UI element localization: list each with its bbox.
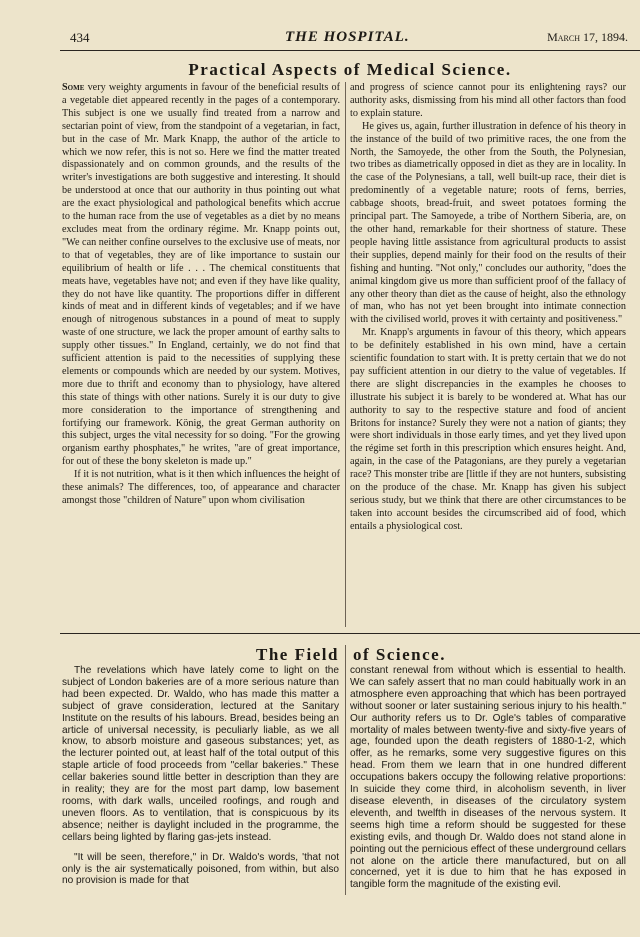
page-number: 434 xyxy=(70,30,90,45)
lead-word: Some xyxy=(62,82,85,93)
article2-title-right: of Science. xyxy=(353,645,446,664)
section-rule xyxy=(60,633,640,634)
issue-date: March 17, 1894. xyxy=(547,30,628,44)
article-title: Practical Aspects of Medical Science. xyxy=(188,60,512,79)
paragraph: "It will be seen, therefore," in Dr. Waldo's words, 'that not only is the air systematically poisoned, from within, but also no provision is made for that xyxy=(62,851,339,887)
article2-left-column xyxy=(62,665,339,887)
paragraph: He gives us, again, further illustration in defence of his theory in the instance of the build of two primitive races, the one from the North, the Samoyede, the other from the South, the Polynesian, two tribes as diametrically opposed in diet as they are in locality. In the case of the Polynesians, a tall, well built-up race, their diet is predominently of a vegetable nature; roots of ferns, berries, cabbage shoots, bread-fruit, and sweet potatoes forming the principal part. The Samoyede, a tribe of Northern Siberia, are, on the other hand, remarkable for their shortness of stature. These people having little assistance from agricultural products to assist their supplies, depend mainly for their food on the results of their fishing and hunting. "Not only," concludes our authority, "does the animal kingdom give us more than sufficient proof of the fallacy of any other theory than diet as the cause of height, also the ethnology of man, who has not yet been brought into intimate connection with the civilised world, proves it with certainty and positiveness." xyxy=(350,120,626,326)
paragraph: The revelations which have lately come to light on the subject of London bakeries are of a more serious nature than had been expected. Dr. Waldo, who has made this matter a subject of grave consideration, lectured at the Sanitary Institute on the results of his labours. Bread, besides being an article of universal necessity, is peculiarly liable, as we all know, to absorb moisture and gaseous substances; yet, as the lecturer pointed out, at least half of the total output of this staple article of food proceeds from "cellar bakeries." These cellar bakeries sound little better in description than they are in reality; they are for the most part damp, low basement rooms, with dark walls, unceiled roofings, and rough and uneven floors. As to ventilation, that is conspicuous by its absence; neither is daylight included in the programme, the cellars being lighted by flaring gas-jets instead. xyxy=(62,665,339,843)
article2-right-column xyxy=(350,665,626,891)
paragraph: Mr. Knapp's arguments in favour of this theory, which appears to be definitely established in his own mind, have a certain scientific foundation to start with. It is pretty certain that we do not pay sufficient attention in our dietry to the value of vegetables. If there are slight discrepancies in the examples he chooses to illustrate his subject it is barely to be wondered at. What has our authority to say to the respective stature and food of ancient Britons for instance? Surely they were not a nation of giants; they were short individuals in those early times, and yet they lived upon the régime set forth in this prescription which ensures height. And, again, in the case of the Patagonians, are they purely a vegetarian race? This monster tribe are [little if they are not hunters, subsisting on the produce of the chase. Mr. Knapp has given his subject serious study, but we think that there are other circumstances to be taken into account besides the circumscribed aid of food, which entails a physiological cost. xyxy=(350,327,626,532)
article1-left-column xyxy=(62,82,340,508)
paragraph: and progress of science cannot pour its enlightening rays? our authority asks, dismissing from his mind all other factors than food to explain stature. xyxy=(350,82,626,119)
header-rule xyxy=(60,50,640,51)
running-head xyxy=(70,30,640,48)
journal-title: THE HOSPITAL. xyxy=(285,29,410,45)
article1-right-column xyxy=(350,82,626,534)
paragraph: constant renewal from without which is essential to health. We can safely assert that no man could habitually work in an atmosphere even approaching that which has been portrayed without sooner or later sustaining serious injury to his health." Our authority refers us to Dr. Ogle's tables of comparative mortality of males between twenty-five and sixty-five years of age, founded upon the death registers of 1880-1-2, which offer, as he remarks, some very suggestive figures on this head. From them we learn that in one hundred different occupations bakers occupy the following relative proportions: In suicide they come third, in alcoholism seventh, in liver disease eleventh, in diseases of the circulatory system eleventh, and twelfth in diseases of the nervous system. It seems high time a reform should be suggested for these existing evils, and though Dr. Waldo does not stand alone in pointing out the pernicious effect of these underground cellars not alone on the article there manufactured, but on all concerned, yet it is due to him that he has exposed in tangible form the magnitude of the existing evil. xyxy=(350,665,626,891)
column-divider xyxy=(345,645,346,895)
column-divider xyxy=(345,82,346,627)
paragraph: very weighty arguments in favour of the beneficial results of a vegetable diet appeared recently in the pages of a contemporary. This subject is one we usually find treated from a narrow and sectarian point of view, from the standpoint of a vegetarian, in fact, but in the case of Mr. Mark Knapp, the author of the article to which we now refer, this is not so. Here we find the matter treated dispassionately and on common grounds, and the results of the writer's investigations are both suggestive and interesting. It should be understood at once that our authority in thus pointing out what are the exact physiological and pathological benefits which accrue to the human race from the use of vegetables as a diet by no means excludes meat from the ordinary régime. Mr. Knapp points out, "We can neither confine ourselves to the exclusive use of meats, nor to that of vegetables, they are of like importance to sustain our equilibrium of health or life . . . The chemical constituents that meats have, vegetables have not; and even if they have like quality, they do not have like quantity. The proportions differ in different kinds of meat and in different kinds of vegetables; and if we have enough of nitrogenous substances in a pound of meat to supply waste of one structure, we lack the proper amount of earthy salts to supply other tissues." In England, certainly, we do not find that sufficient attention is paid to the necessities of supplying these elements or compounds which are needed by our system. Motives, more due to thrift and economy than to physiology, have altered this state of things with other nations. Surely it is our duty to give more consideration to the importance of strengthening and fortifying our framework. König, the great German authority on this subject, urges the vital necessity for so doing. "For the growing organism earthy phosphates," he writes, "are of great importance, for out of these the bony skeleton is made up." xyxy=(62,82,341,468)
article2-title-left: The Field xyxy=(256,645,339,664)
paragraph: If it is not nutrition, what is it then which influences the height of these animals? The differences, too, of appearance and character amongst those "children of Nature" upon whom civilisation xyxy=(62,469,340,506)
